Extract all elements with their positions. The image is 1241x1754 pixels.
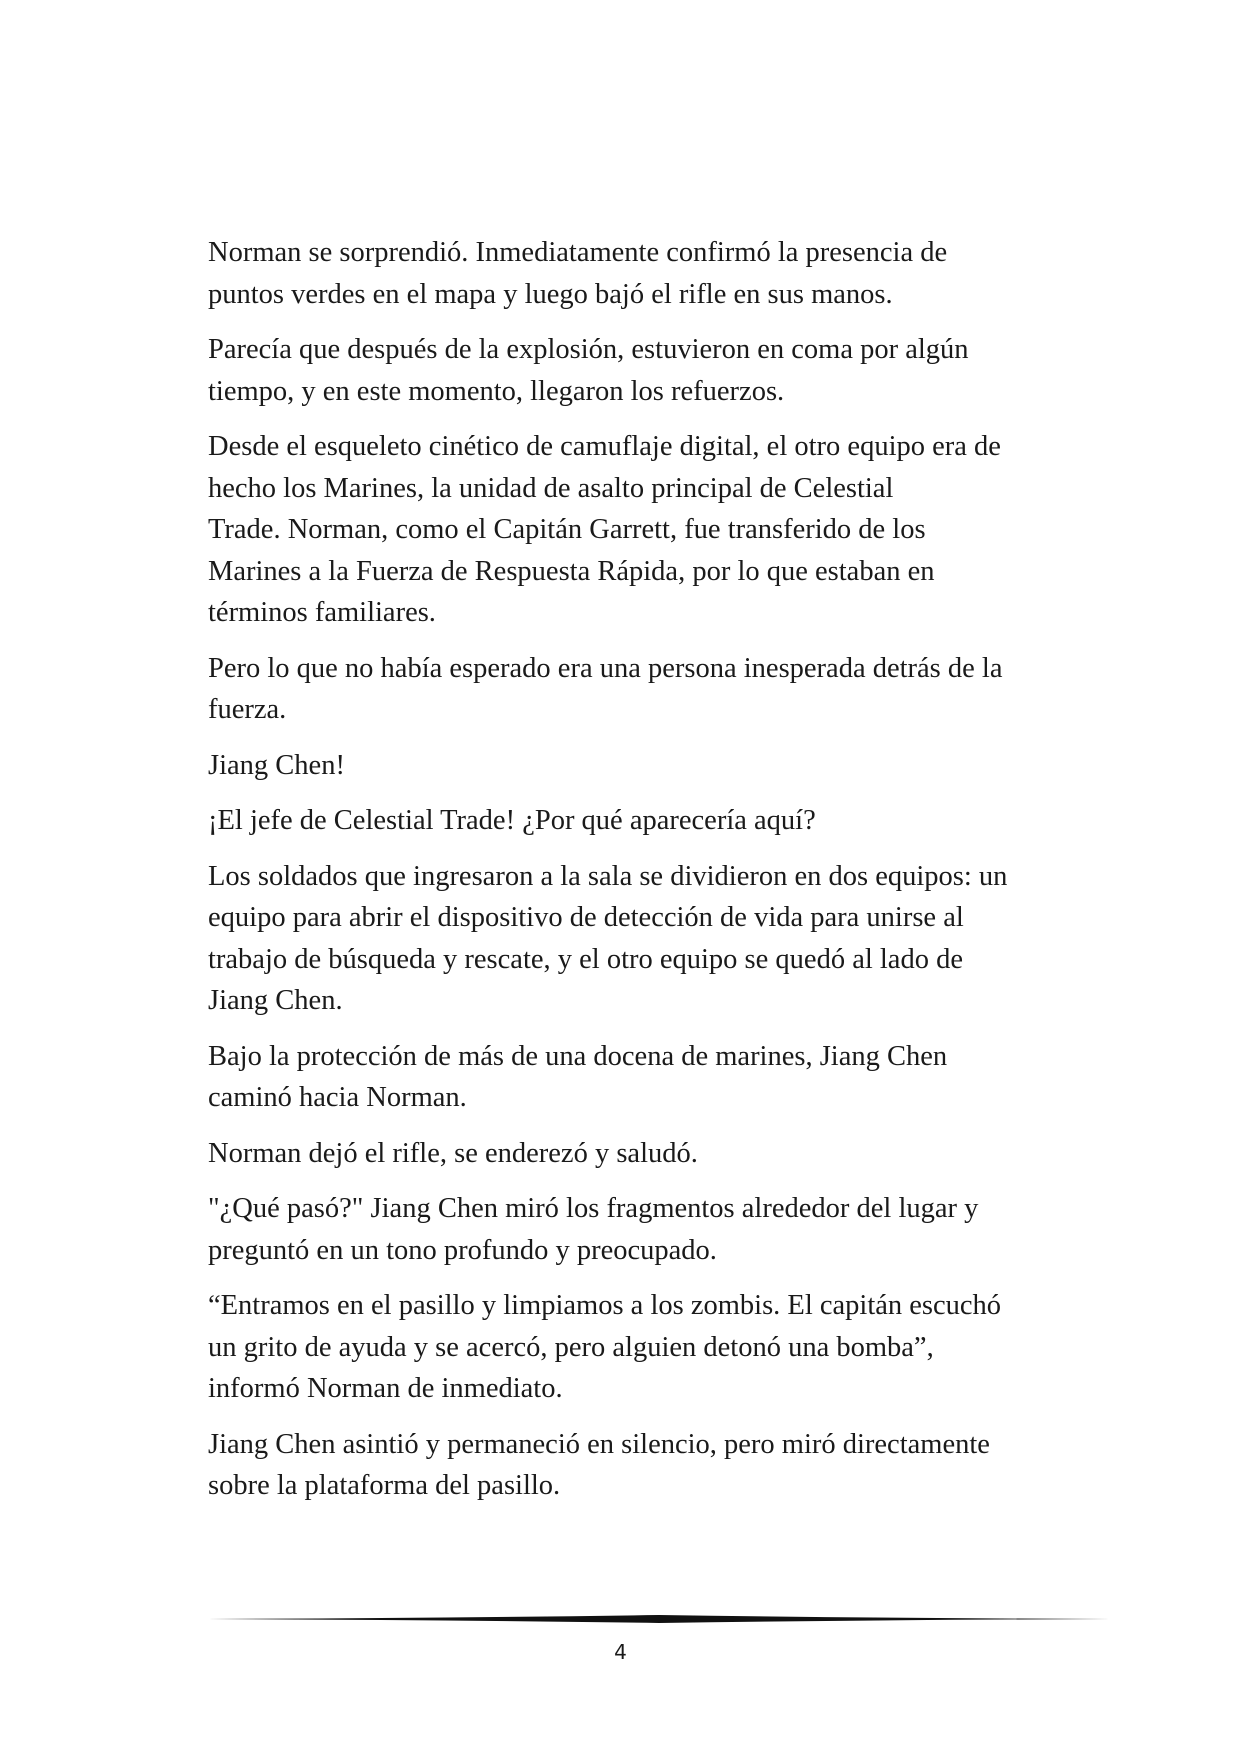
- paragraph-2: Parecía que después de la explosión, estuvieron en coma por algún tiempo, y en este momento, llegaron los refuerzos.: [208, 334, 969, 407]
- paragraph-4: Pero lo que no había esperado era una persona inesperada detrás de la fuerza.: [208, 652, 1003, 725]
- footer-divider-swash: [208, 1615, 1110, 1623]
- paragraph-11: “Entramos en el pasillo y limpiamos a los zombis. El capitán escuchó un grito de ayuda y se acercó, pero alguien detonó una bomba”, informó Norman de inmediato.: [208, 1290, 1002, 1404]
- footer-divider: [208, 1612, 1110, 1626]
- body-text: [208, 232, 1068, 1521]
- paragraph-6: ¡El jefe de Celestial Trade! ¿Por qué aparecería aquí?: [208, 805, 816, 836]
- page-number: 4: [614, 1640, 627, 1664]
- paragraph-12: Jiang Chen asintió y permaneció en silencio, pero miró directamente sobre la plataforma del pasillo.: [208, 1428, 990, 1501]
- paragraph-1: Norman se sorprendió. Inmediatamente confirmó la presencia de puntos verdes en el mapa y luego bajó el rifle en sus manos.: [208, 237, 948, 310]
- paragraph-10: "¿Qué pasó?" Jiang Chen miró los fragmentos alrededor del lugar y preguntó en un tono profundo y preocupado.: [208, 1193, 979, 1266]
- paragraph-5: Jiang Chen!: [208, 749, 345, 781]
- paragraph-3: Desde el esqueleto cinético de camuflaje digital, el otro equipo era de hecho los Marines, la unidad de asalto principal de Celestial Trade. Norman, como el Capitán Garrett, fue transferido de los Marines a la Fuerza de Respuesta Rápida, por lo que estaban en términos familiares.: [208, 431, 1001, 628]
- paragraph-7: Los soldados que ingresaron a la sala se dividieron en dos equipos: un equipo para abrir el dispositivo de detección de vida para unirse al trabajo de búsqueda y rescate, y el otro equipo se quedó al lado de Jiang Chen.: [208, 860, 1008, 1016]
- paragraph-9: Norman dejó el rifle, se enderezó y saludó.: [208, 1137, 698, 1169]
- paragraph-8: Bajo la protección de más de una docena de marines, Jiang Chen caminó hacia Norman.: [208, 1040, 948, 1113]
